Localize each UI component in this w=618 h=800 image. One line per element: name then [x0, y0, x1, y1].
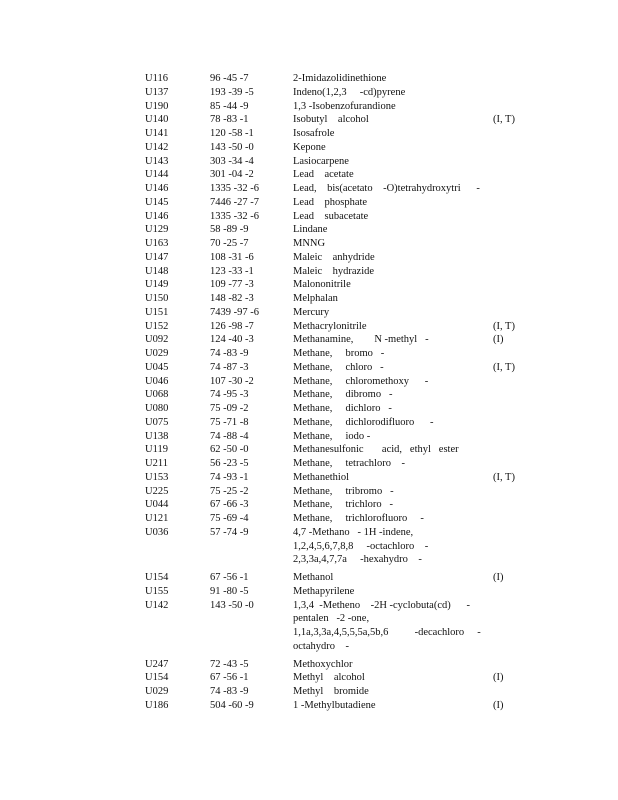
substance-name-line: Lead subacetate — [293, 210, 369, 222]
table-row — [0, 347, 618, 361]
substance-name-line: Methanol — [293, 572, 334, 583]
table-row — [0, 498, 618, 512]
waste-code: U146 — [145, 210, 169, 222]
substance-name — [293, 196, 483, 210]
substance-name-line: 1,3 -Isobenzofurandione — [293, 100, 396, 112]
table-row — [0, 100, 618, 114]
cas-number: 72 -43 -5 — [210, 658, 249, 670]
cas-number: 126 -98 -7 — [210, 320, 254, 332]
substance-name-line: Methane, trichloro - — [293, 499, 394, 511]
waste-code: U129 — [145, 224, 169, 236]
substance-name-line: 1,2,4,5,6,7,8,8 -octachloro - — [293, 540, 429, 552]
waste-code: U247 — [145, 658, 169, 670]
table-row — [0, 182, 618, 196]
cas-number: 74 -87 -3 — [210, 361, 249, 373]
substance-name — [293, 265, 483, 279]
waste-code: U146 — [145, 183, 169, 194]
table-row — [0, 265, 618, 279]
substance-name-line: Methane, tetrachloro - — [293, 458, 405, 469]
substance-name — [293, 375, 483, 389]
waste-code: U140 — [145, 114, 169, 126]
cas-number: 91 -80 -5 — [210, 585, 249, 597]
table-row — [0, 127, 618, 141]
cas-number: 301 -04 -2 — [210, 169, 254, 181]
table-row — [0, 402, 618, 416]
substance-name — [293, 485, 483, 499]
substance-name — [293, 292, 483, 306]
substance-name — [293, 86, 483, 100]
substance-name-line: MNNG — [293, 238, 326, 249]
cas-number: 7439 -97 -6 — [210, 306, 259, 318]
table-row — [0, 141, 618, 155]
table-row — [0, 471, 618, 485]
substance-name-line: 1 -Methylbutadiene — [293, 699, 376, 711]
waste-code: U190 — [145, 100, 169, 112]
hazard-code: (I) — [493, 699, 504, 711]
substance-name-line: 4,7 -Methano - 1H -indene, — [293, 526, 414, 538]
cas-number: 56 -23 -5 — [210, 458, 249, 469]
waste-code: U137 — [145, 86, 169, 98]
substance-name — [293, 402, 483, 416]
substance-name — [293, 141, 483, 155]
substance-name-line: Methanamine, N -methyl - — [293, 334, 429, 346]
substance-name-line: Mercury — [293, 306, 330, 318]
waste-code: U029 — [145, 348, 169, 359]
substance-name — [293, 210, 483, 224]
waste-code: U044 — [145, 499, 169, 511]
substance-name-line: Methacrylonitrile — [293, 320, 367, 332]
table-row — [0, 223, 618, 237]
waste-code: U045 — [145, 361, 169, 373]
waste-code: U225 — [145, 485, 169, 497]
table-row — [0, 361, 618, 375]
waste-code: U149 — [145, 279, 169, 291]
substance-name — [293, 320, 483, 334]
hazard-code: (I, T) — [493, 320, 515, 332]
waste-code: U075 — [145, 416, 169, 428]
cas-number: 67 -66 -3 — [210, 499, 249, 511]
substance-name — [293, 155, 483, 169]
substance-name-line: Methanethiol — [293, 471, 349, 483]
substance-name — [293, 671, 483, 685]
hazard-code: (I) — [493, 334, 504, 346]
table-row — [0, 699, 618, 713]
substance-name-line: Isobutyl alcohol — [293, 114, 369, 126]
table-row — [0, 320, 618, 334]
cas-number: 74 -93 -1 — [210, 471, 249, 483]
substance-name — [293, 127, 483, 141]
substance-name — [293, 430, 483, 444]
waste-code: U153 — [145, 471, 169, 483]
table-row — [0, 86, 618, 100]
waste-code: U152 — [145, 320, 169, 332]
substance-name-line: Methane, bromo - — [293, 348, 385, 359]
substance-name-line: Methapyrilene — [293, 585, 355, 597]
cas-number: 107 -30 -2 — [210, 375, 254, 387]
cas-number: 108 -31 -6 — [210, 251, 254, 263]
substance-name — [293, 471, 483, 485]
waste-code: U046 — [145, 375, 169, 387]
table-row — [0, 512, 618, 526]
cas-number: 148 -82 -3 — [210, 293, 254, 304]
substance-name — [293, 526, 483, 567]
substance-name-line: Methyl alcohol — [293, 672, 365, 684]
waste-code: U211 — [145, 458, 168, 469]
table-row — [0, 599, 618, 658]
substance-name-line: Methane, dichlorodifluoro - — [293, 416, 434, 428]
waste-code: U147 — [145, 251, 169, 263]
substance-name — [293, 237, 483, 251]
substance-name-line: 2,3,3a,4,7,7a -hexahydro - — [293, 554, 422, 566]
substance-name — [293, 306, 483, 320]
substance-name-line: Methane, trichlorofluoro - — [293, 513, 424, 524]
cas-number: 74 -95 -3 — [210, 389, 249, 401]
waste-code: U186 — [145, 699, 169, 711]
table-row — [0, 278, 618, 292]
cas-number: 57 -74 -9 — [210, 526, 249, 538]
cas-number: 67 -56 -1 — [210, 672, 249, 684]
substance-name-line: octahydro - — [293, 640, 349, 652]
cas-number: 1335 -32 -6 — [210, 210, 259, 222]
cas-number: 303 -34 -4 — [210, 155, 254, 167]
waste-code: U119 — [145, 444, 168, 456]
substance-name — [293, 388, 483, 402]
cas-number: 58 -89 -9 — [210, 224, 249, 236]
waste-code: U145 — [145, 196, 169, 208]
hazardous-waste-table — [0, 72, 618, 713]
substance-name-line: Maleic hydrazide — [293, 265, 375, 277]
substance-name — [293, 361, 483, 375]
cas-number: 74 -83 -9 — [210, 686, 249, 697]
table-row — [0, 375, 618, 389]
substance-name-line: pentalen -2 -one, — [293, 613, 370, 625]
waste-code: U080 — [145, 403, 169, 414]
table-row — [0, 292, 618, 306]
waste-code: U155 — [145, 585, 169, 597]
hazard-code: (I, T) — [493, 361, 515, 373]
cas-number: 96 -45 -7 — [210, 73, 249, 84]
substance-name-line: Lindane — [293, 224, 328, 236]
waste-code: U141 — [145, 128, 169, 139]
table-row — [0, 72, 618, 86]
waste-code: U068 — [145, 389, 169, 401]
substance-name-line: Methane, iodo - — [293, 430, 371, 442]
cas-number: 193 -39 -5 — [210, 86, 254, 98]
substance-name — [293, 585, 483, 599]
substance-name — [293, 72, 483, 86]
waste-code: U143 — [145, 155, 169, 167]
substance-name — [293, 571, 483, 585]
substance-name — [293, 416, 483, 430]
substance-name-line: Methoxychlor — [293, 658, 353, 670]
waste-code: U142 — [145, 599, 169, 611]
waste-code: U116 — [145, 73, 168, 84]
table-row — [0, 485, 618, 499]
table-row — [0, 526, 618, 571]
waste-code: U036 — [145, 526, 169, 538]
cas-number: 67 -56 -1 — [210, 572, 249, 583]
table-row — [0, 237, 618, 251]
waste-code: U154 — [145, 572, 169, 583]
table-row — [0, 585, 618, 599]
waste-code: U121 — [145, 513, 169, 524]
waste-code: U163 — [145, 238, 169, 249]
cas-number: 109 -77 -3 — [210, 279, 254, 291]
table-row — [0, 196, 618, 210]
substance-name — [293, 347, 483, 361]
substance-name-line: Methane, dichloro - — [293, 403, 392, 414]
substance-name-line: Lasiocarpene — [293, 155, 349, 167]
substance-name-line: Methane, dibromo - — [293, 389, 393, 401]
substance-name — [293, 113, 483, 127]
cas-number: 7446 -27 -7 — [210, 196, 259, 208]
waste-code: U154 — [145, 672, 169, 684]
substance-name-line: 1,1a,3,3a,4,5,5,5a,5b,6 -decachloro - — [293, 627, 481, 638]
table-row — [0, 571, 618, 585]
substance-name — [293, 100, 483, 114]
waste-code: U092 — [145, 334, 169, 346]
table-row — [0, 168, 618, 182]
substance-name-line: Kepone — [293, 141, 326, 153]
cas-number: 75 -71 -8 — [210, 416, 249, 428]
cas-number: 124 -40 -3 — [210, 334, 254, 346]
table-row — [0, 430, 618, 444]
waste-code: U148 — [145, 265, 169, 277]
substance-name-line: Methane, chloro - — [293, 361, 384, 373]
cas-number: 62 -50 -0 — [210, 444, 249, 456]
substance-name-line: Lead phosphate — [293, 196, 368, 208]
cas-number: 504 -60 -9 — [210, 699, 254, 711]
table-row — [0, 113, 618, 127]
waste-code: U138 — [145, 430, 169, 442]
waste-code: U142 — [145, 141, 169, 153]
waste-code: U151 — [145, 306, 169, 318]
waste-code: U029 — [145, 686, 169, 697]
table-row — [0, 388, 618, 402]
hazard-code: (I, T) — [493, 114, 515, 126]
table-row — [0, 306, 618, 320]
cas-number: 75 -09 -2 — [210, 403, 249, 414]
substance-name — [293, 168, 483, 182]
cas-number: 75 -25 -2 — [210, 485, 249, 497]
table-row — [0, 155, 618, 169]
cas-number: 70 -25 -7 — [210, 238, 249, 249]
substance-name-line: Methane, chloromethoxy - — [293, 375, 429, 387]
substance-name — [293, 278, 483, 292]
cas-number: 123 -33 -1 — [210, 265, 254, 277]
substance-name — [293, 685, 483, 699]
substance-name — [293, 658, 483, 672]
table-row — [0, 443, 618, 457]
substance-name-line: Methyl bromide — [293, 686, 369, 697]
table-row — [0, 658, 618, 672]
table-row — [0, 251, 618, 265]
waste-code: U150 — [145, 293, 169, 304]
cas-number: 143 -50 -0 — [210, 599, 254, 611]
cas-number: 1335 -32 -6 — [210, 183, 259, 194]
table-row — [0, 671, 618, 685]
substance-name-line: Lead acetate — [293, 169, 354, 181]
hazard-code: (I) — [493, 572, 504, 583]
table-row — [0, 210, 618, 224]
substance-name-line: Melphalan — [293, 293, 338, 304]
substance-name — [293, 333, 483, 347]
substance-name — [293, 457, 483, 471]
table-row — [0, 457, 618, 471]
substance-name — [293, 599, 483, 654]
cas-number: 120 -58 -1 — [210, 128, 254, 139]
cas-number: 85 -44 -9 — [210, 100, 249, 112]
substance-name — [293, 498, 483, 512]
cas-number: 74 -88 -4 — [210, 430, 249, 442]
substance-name — [293, 251, 483, 265]
substance-name — [293, 443, 483, 457]
substance-name-line: 2-Imidazolidinethione — [293, 73, 387, 84]
waste-code: U144 — [145, 169, 169, 181]
substance-name-line: Methane, tribromo - — [293, 485, 394, 497]
table-row — [0, 685, 618, 699]
cas-number: 78 -83 -1 — [210, 114, 249, 126]
table-row — [0, 416, 618, 430]
cas-number: 143 -50 -0 — [210, 141, 254, 153]
cas-number: 75 -69 -4 — [210, 513, 249, 524]
substance-name-line: Lead, bis(acetato -O)tetrahydroxytri - — [293, 183, 480, 194]
substance-name — [293, 512, 483, 526]
substance-name — [293, 699, 483, 713]
substance-name-line: Isosafrole — [293, 128, 335, 139]
cas-number: 74 -83 -9 — [210, 348, 249, 359]
substance-name-line: 1,3,4 -Metheno -2H -cyclobuta(cd) - — [293, 599, 470, 611]
substance-name-line: Indeno(1,2,3 -cd)pyrene — [293, 86, 406, 98]
substance-name — [293, 182, 483, 196]
substance-name-line: Malononitrile — [293, 279, 351, 291]
substance-name-line: Methanesulfonic acid, ethyl ester — [293, 444, 459, 456]
hazard-code: (I) — [493, 672, 504, 684]
substance-name — [293, 223, 483, 237]
substance-name-line: Maleic anhydride — [293, 251, 375, 263]
hazard-code: (I, T) — [493, 471, 515, 483]
table-row — [0, 333, 618, 347]
